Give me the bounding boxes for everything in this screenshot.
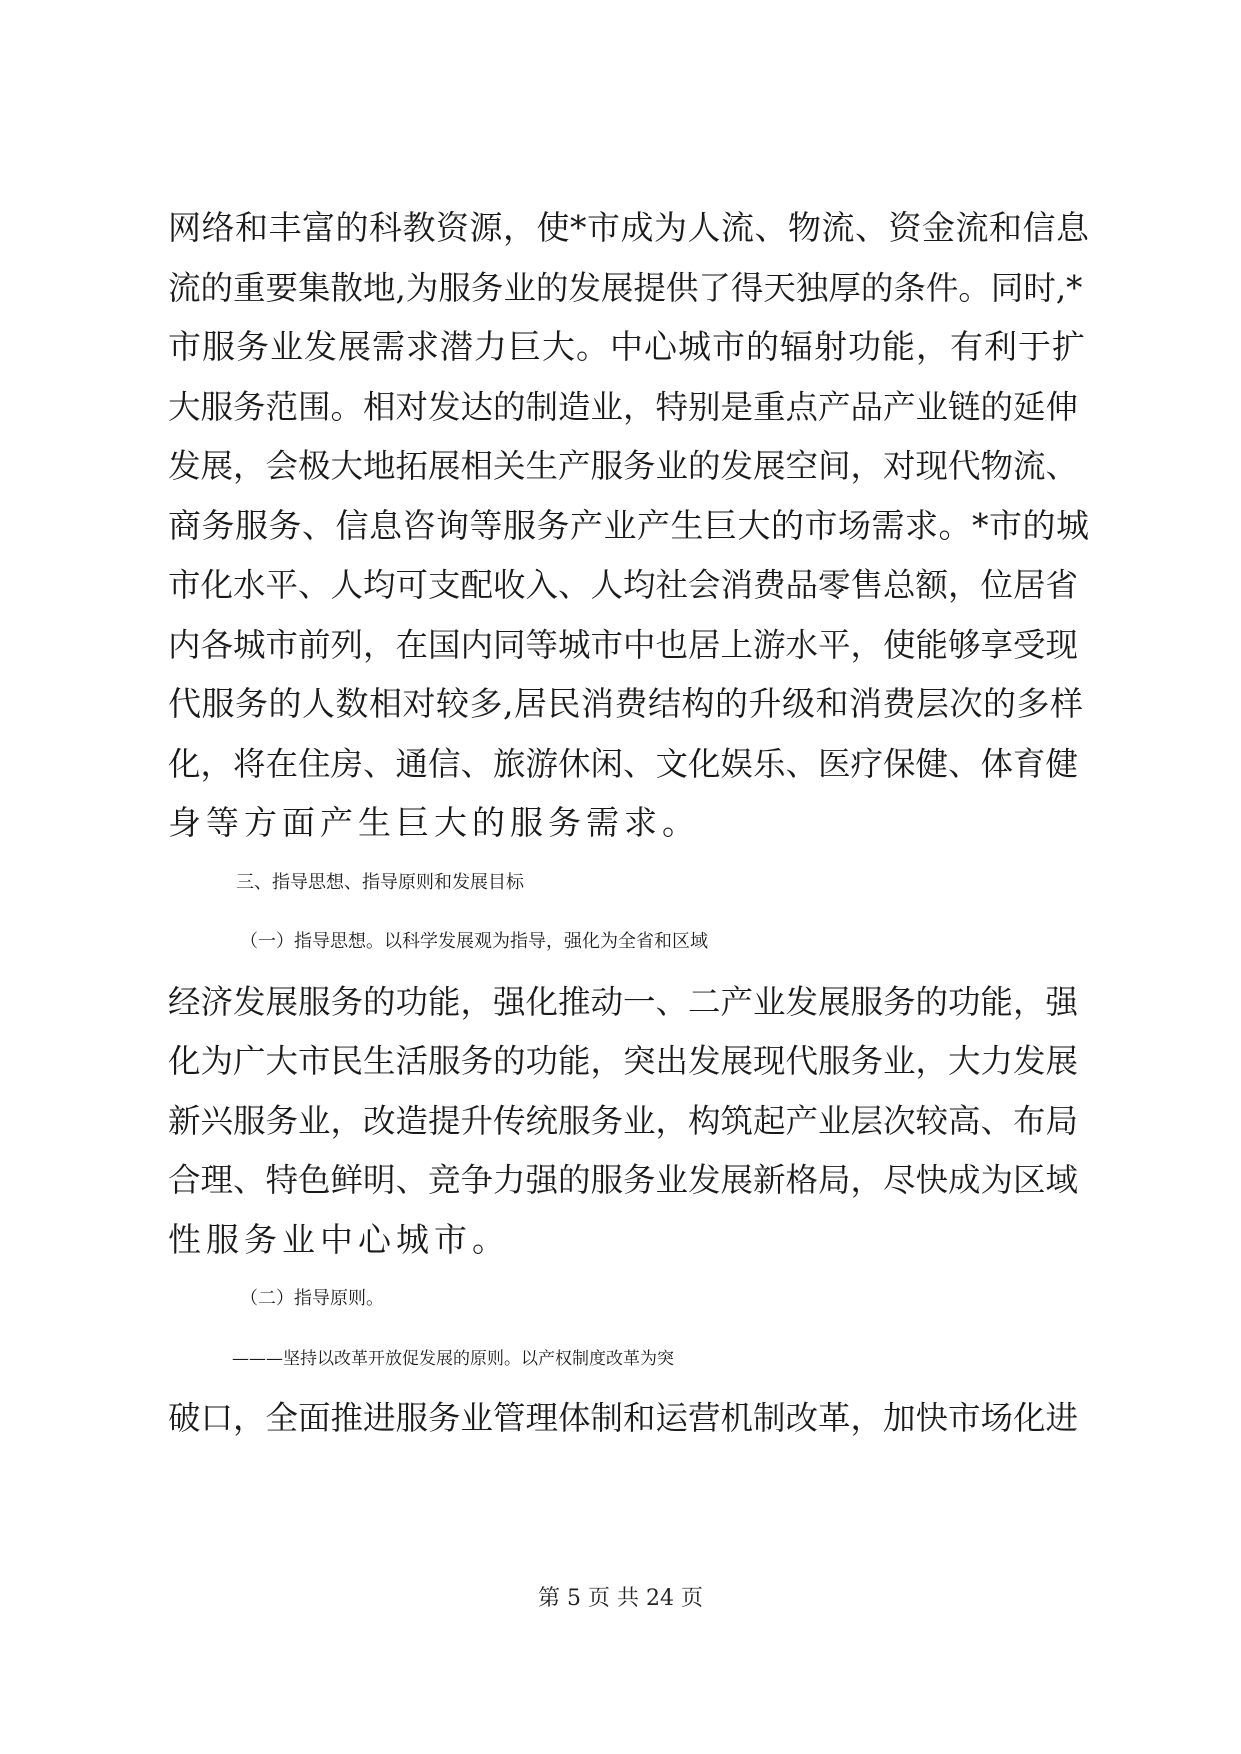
body-line: 市化水平、人均可支配收入、人均社会消费品零售总额，位居省 — [168, 566, 1079, 604]
body-line: 破口，全面推进服务业管理体制和运营机制改革，加快市场化进 — [168, 1399, 1079, 1437]
body-line: 身等方面产生巨大的服务需求。 — [168, 803, 700, 842]
body-line: 代服务的人数相对较多,居民消费结构的升级和消费层次的多样 — [168, 684, 1084, 723]
body-line: 商务服务、信息咨询等服务产业产生巨大的市场需求。*市的城 — [168, 506, 1090, 545]
body-line: 化，将在住房、通信、旅游休闲、文化娱乐、医疗保健、体育健 — [168, 745, 1079, 783]
body-line: 经济发展服务的功能，强化推动一、二产业发展服务的功能，强 — [168, 983, 1079, 1021]
page-footer: 第 5 页 共 24 页 — [538, 1586, 703, 1611]
body-line: 性服务业中心城市。 — [168, 1220, 510, 1259]
body-line: 网络和丰富的科教资源，使*市成为人流、物流、资金流和信息 — [168, 208, 1090, 247]
body-line: 大服务范围。相对发达的制造业，特别是重点产品产业链的延伸 — [168, 388, 1079, 426]
body-line: 合理、特色鲜明、竞争力强的服务业发展新格局，尽快成为区域 — [168, 1161, 1079, 1199]
body-line: 化为广大市民生活服务的功能，突出发展现代服务业，大力发展 — [168, 1042, 1079, 1080]
body-line: （一）指导思想。以科学发展观为指导，强化为全省和区域 — [240, 931, 708, 952]
subsection-heading: （二）指导原则。 — [240, 1288, 384, 1309]
body-line: 流的重要集散地,为服务业的发展提供了得天独厚的条件。同时,* — [168, 269, 1083, 307]
body-line: 发展，会极大地拓展相关生产服务业的发展空间，对现代物流、 — [168, 447, 1079, 485]
body-line: 市服务业发展需求潜力巨大。中心城市的辐射功能，有利于扩 — [168, 327, 1086, 366]
body-line: ———坚持以改革开放促发展的原则。以产权制度改革为突 — [232, 1349, 674, 1369]
body-line: 内各城市前列，在国内同等城市中也居上游水平，使能够享受现 — [168, 626, 1079, 664]
body-line: 新兴服务业，改造提升传统服务业，构筑起产业层次较高、布局 — [168, 1102, 1079, 1140]
section-heading: 三、指导思想、指导原则和发展目标 — [236, 872, 524, 893]
